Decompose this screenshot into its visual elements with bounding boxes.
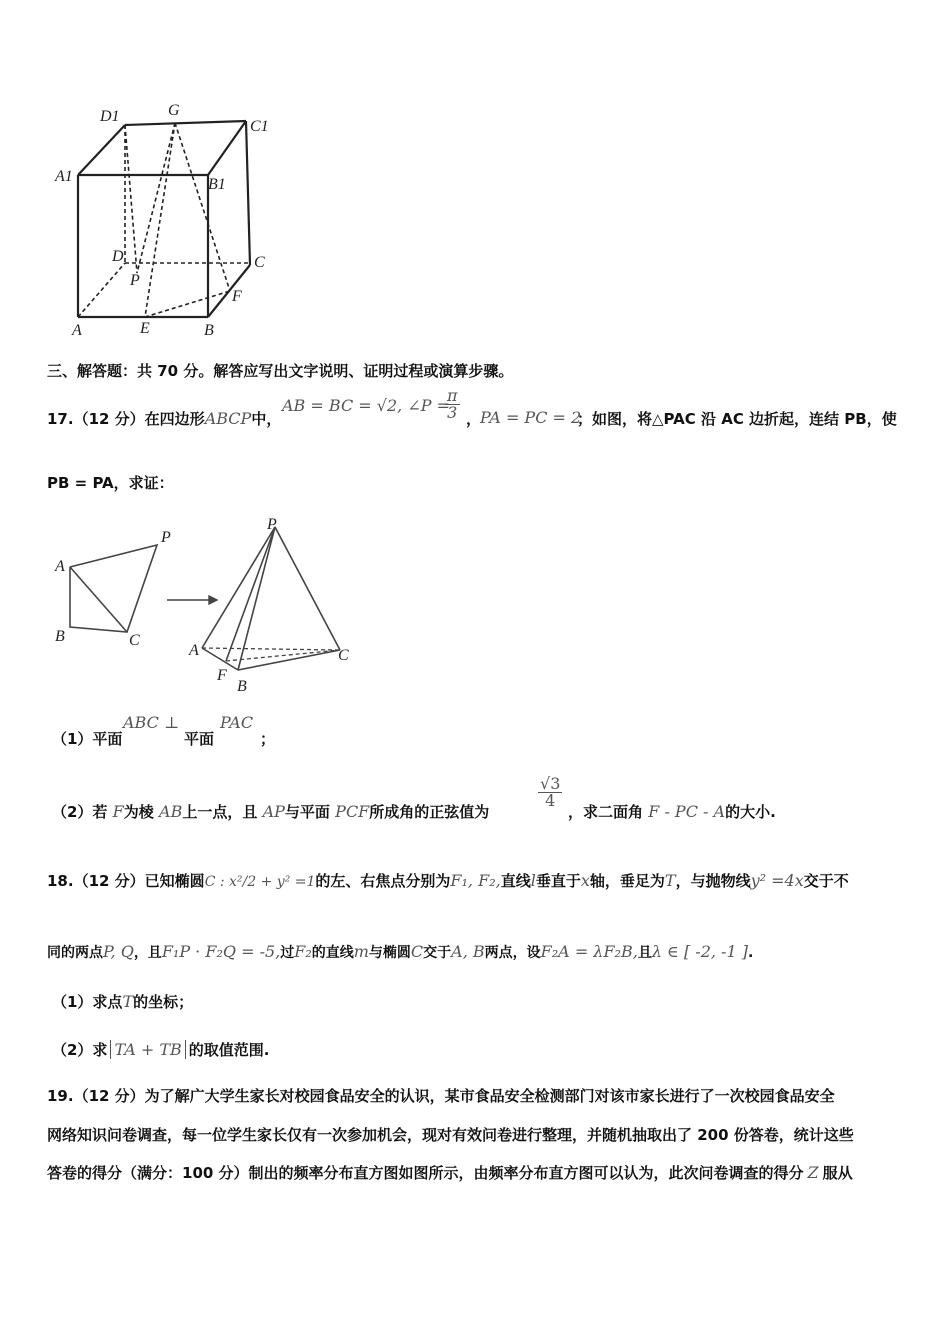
q17-sqrt-frac — [538, 776, 562, 809]
q19-line2: 网络知识问卷调查，每一位学生家长仅有一次参加机会，现对有效问卷进行整理，并随机抽取出了 200 份答卷，统计这些 — [47, 1126, 854, 1144]
q17-sqrt-den: 4 — [545, 791, 556, 810]
q17-tail: ；如图，将△PAC 沿 AC 边折起，连结 PB，使 — [577, 410, 897, 428]
cube-label: E — [140, 320, 150, 337]
q18-part1 — [52, 991, 193, 1012]
q17-number: 17.（12 分） — [47, 410, 145, 428]
q17-part1-end: ； — [260, 730, 276, 748]
fold-left-label: A — [55, 558, 65, 575]
q17-math-F: F — [112, 802, 124, 821]
q18-text: 与椭圆 — [368, 945, 411, 961]
q18-part1-text: 的坐标； — [133, 993, 194, 1011]
q18-text: 过 — [280, 945, 295, 961]
q18-math-parabola: y² =4x — [750, 871, 804, 890]
q18-text: 直线 — [500, 872, 531, 890]
fold-figure — [45, 515, 365, 700]
q17-part2-text: 所成角的正弦值为 — [369, 803, 490, 821]
fold-right-label: C — [338, 647, 349, 664]
q17-math-AP: AP — [262, 802, 285, 821]
q18-math-AB: A, B — [451, 942, 485, 961]
q17-part2-text: 为棱 — [123, 803, 154, 821]
q18-text: 垂直于 — [535, 872, 581, 890]
q18-math-l: l — [530, 871, 536, 890]
q18-math-vec: F₂A = λF₂B, — [540, 942, 638, 961]
q18-text: ，与抛物线 — [675, 872, 751, 890]
q17-text: 在四边形 — [144, 410, 205, 428]
cube-label: D — [112, 248, 124, 265]
q18-part2-text: （2）求 — [52, 1041, 108, 1059]
q18-line2 — [47, 942, 753, 962]
fold-left-label: B — [55, 628, 65, 645]
q18-math-T: T — [122, 992, 134, 1011]
q17-pi-frac — [445, 388, 460, 421]
q18-math-abs: TA + TB — [110, 1040, 185, 1059]
q18-math-F2: F₂ — [294, 942, 312, 961]
section-heading: 三、解答题：共 70 分。解答应写出文字说明、证明过程或演算步骤。 — [47, 362, 514, 380]
q18-text: 的左、右焦点分别为 — [315, 872, 451, 890]
q18-text: 交于 — [423, 945, 452, 961]
q17-cond2: PA = PC = 2 — [480, 408, 582, 427]
q17-cond1: AB = BC = √2, ∠P = — [282, 396, 450, 415]
q17-part1-plane1: ABC ⊥ — [123, 713, 179, 732]
q17-part1-plane2: PAC — [220, 713, 254, 732]
q18-text: 两点，设 — [484, 945, 541, 961]
q18-text: ，且 — [133, 945, 162, 961]
q18-text: 同的两点 — [47, 945, 103, 961]
q17-math-AB: AB — [159, 802, 183, 821]
q18-math-C: C — [410, 942, 424, 961]
q17-pi-num: π — [447, 386, 458, 405]
q17-part2-text: （2）若 — [52, 803, 108, 821]
q17-comma: ， — [466, 410, 482, 428]
q17-pi-den: 3 — [447, 403, 458, 422]
q17-line1 — [47, 408, 281, 429]
q18-part1-text: （1）求点 — [52, 993, 123, 1011]
fold-left-label: C — [129, 632, 140, 649]
q18-text: 交于不 — [803, 872, 849, 890]
q17-part2-line-end — [568, 801, 776, 822]
cube-label: B — [204, 322, 214, 339]
q17-part2-text: ，求二面角 — [568, 803, 644, 821]
q18-text: 轴，垂足为 — [589, 872, 665, 890]
cube-figure — [40, 95, 290, 345]
q17-math-PCF: PCF — [335, 802, 370, 821]
cube-label: F — [232, 288, 242, 305]
q18-math-x: x — [580, 871, 590, 890]
cube-label: C1 — [250, 118, 269, 135]
q18-number: 18.（12 分） — [47, 872, 145, 890]
q17-text: 中， — [251, 410, 282, 428]
cube-label: P — [130, 272, 140, 289]
q17-part2-text: 上一点，且 — [182, 803, 258, 821]
q18-math-PQ: P, Q — [103, 942, 134, 961]
q18-part2-text: 的取值范围. — [188, 1041, 270, 1059]
q17-part1-prefix: （1）平面 — [52, 730, 123, 748]
q18-line1 — [47, 870, 849, 891]
q18-math-ellipse: C : x²/2 + y² =1 — [204, 874, 316, 890]
q18-text: 已知椭圆 — [144, 872, 205, 890]
q18-part2 — [52, 1039, 270, 1060]
q18-text: 的直线 — [311, 945, 354, 961]
q17-sqrt-num: √3 — [540, 774, 561, 793]
q17-part2-text: 的大小. — [725, 803, 776, 821]
fold-left-label: P — [161, 529, 171, 546]
cube-label: D1 — [100, 108, 120, 125]
cube-label: G — [168, 102, 180, 119]
q19-text: 服从 — [822, 1164, 853, 1182]
q17-line2: PB = PA，求证： — [47, 474, 174, 492]
q17-part2-text: 与平面 — [284, 803, 330, 821]
fold-right-label: F — [217, 667, 227, 684]
q18-math-dot: F₁P · F₂Q = -5, — [161, 942, 281, 961]
q19-line3 — [47, 1162, 853, 1183]
fold-right-label: P — [267, 516, 277, 533]
fold-right-label: B — [237, 678, 247, 695]
q18-math-lambda: λ ∈ [ -2, -1 ] — [651, 942, 748, 961]
cube-label: A — [72, 322, 82, 339]
q17-part2-line — [52, 801, 489, 822]
cube-label: B1 — [208, 176, 226, 193]
q19-math-Z: Z — [807, 1163, 819, 1182]
q18-math-foci: F₁, F₂, — [450, 871, 501, 890]
cube-label: A1 — [55, 168, 73, 185]
q17-math-quad: ABCP — [204, 409, 252, 428]
q18-text: 且 — [637, 945, 652, 961]
cube-label: C — [254, 254, 265, 271]
q18-math-T: T — [664, 871, 676, 890]
q18-text: . — [747, 945, 754, 961]
q18-math-m: m — [353, 942, 369, 961]
fold-right-label: A — [189, 642, 199, 659]
q17-part1-mid: 平面 — [184, 730, 215, 748]
q19-text: 答卷的得分（满分：100 分）制出的频率分布直方图如图所示，由频率分布直方图可以认为，此次问卷调查的得分 — [47, 1164, 804, 1182]
q17-math-angle: F - PC - A — [648, 802, 726, 821]
q19-line1: 19.（12 分）为了解广大学生家长对校园食品安全的认识，某市食品安全检测部门对该市家长进行了一次校园食品安全 — [47, 1087, 835, 1105]
